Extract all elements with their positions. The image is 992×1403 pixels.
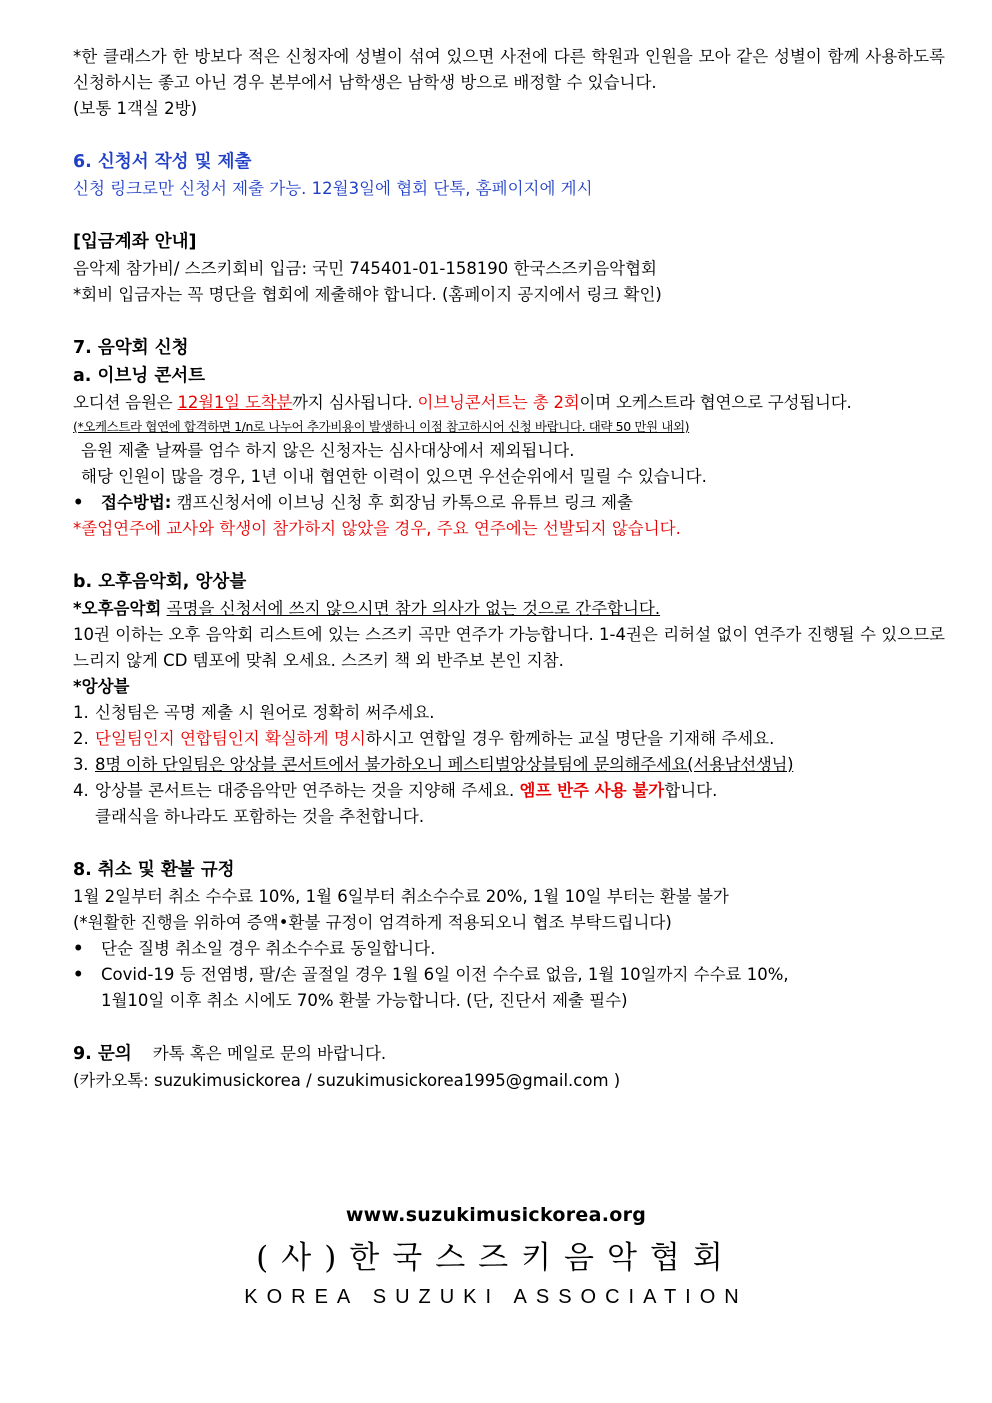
afternoon-paragraph: 10권 이하는 오후 음악회 리스트에 있는 스즈키 곡만 연주가 가능합니다. 1-4권은 리허설 없이 연주가 진행될 수 있으므로 느리지 않게 CD 템포에 맞춰 오세요. 스즈키 책 외 반주보 본인 지참. bbox=[73, 625, 945, 670]
refund-schedule: 1월 2일부터 취소 수수료 10%, 1월 6일부터 취소수수료 20%, 1월 10일 부터는 환불 불가 bbox=[73, 887, 729, 906]
afternoon-rule bbox=[73, 596, 945, 622]
evening-priority-rule: 해당 인원이 많을 경우, 1년 이내 협연한 이력이 있으면 우선순위에서 밀릴 수 있습니다. bbox=[81, 467, 707, 486]
evening-audition-pre: 오디션 음원은 bbox=[73, 393, 178, 412]
deposit-note: *회비 입금자는 꼭 명단을 협회에 제출해야 합니다. (홈페이지 공지에서 링크 확인) bbox=[73, 285, 662, 304]
afternoon-underline: 곡명을 신청서에 쓰지 않으시면 참가 의사가 없는 것으로 간주합니다. bbox=[166, 599, 661, 618]
evening-audition-mid: 까지 심사됩니다. bbox=[292, 393, 418, 412]
refund-bullet-2: • Covid-19 등 전염병, 팔/손 골절일 경우 1월 6일 이전 수수료 없음, 1월 10일까지 수수료 10%, 1월10일 이후 취소 시에도 70% 환불 가능합니다. (단, 진단서 제출 필수) bbox=[73, 962, 945, 1014]
orchestra-cost-note: (*오케스트라 협연에 합격하면 1/n로 나누어 추가비용이 발생하니 이점 참고하시어 신청 바랍니다. 대략 50 만원 내외) bbox=[73, 419, 690, 434]
refund-bullet-1: • 단순 질병 취소일 경우 취소수수료 동일합니다. bbox=[73, 936, 945, 962]
document-body bbox=[73, 44, 945, 1094]
deposit-account: 음악제 참가비/ 스즈키회비 입금: 국민 745401-01-158190 한국스즈키음악협회 bbox=[73, 259, 658, 278]
intro-note: (보통 1객실 2방) bbox=[73, 99, 198, 118]
submission-method bbox=[73, 490, 945, 516]
section-9 bbox=[73, 1040, 945, 1068]
ensemble-item-4: 4. 앙상블 콘서트는 대중음악만 연주하는 것을 지양해 주세요. 엠프 반주 사용 불가합니다. bbox=[73, 781, 718, 800]
ensemble-item-1: 1. 신청팀은 곡명 제출 시 원어로 정확히 써주세요. bbox=[73, 703, 435, 722]
ensemble-label: *앙상블 bbox=[73, 677, 130, 696]
section-6-title: 6. 신청서 작성 및 제출 bbox=[73, 152, 252, 172]
contact-info: (카카오톡: suzukimusickorea / suzukimusickorea1995@gmail.com ) bbox=[73, 1071, 621, 1090]
section-8-title: 8. 취소 및 환불 규정 bbox=[73, 860, 235, 880]
section-9-text: 카톡 혹은 메일로 문의 바랍니다. bbox=[152, 1044, 387, 1063]
footer-name-en: KOREA SUZUKI ASSOCIATION bbox=[244, 1286, 748, 1308]
intro-paragraph: *한 클래스가 한 방보다 적은 신청자에 성별이 섞여 있으면 사전에 다른 학원과 인원을 모아 같은 성별이 함께 사용하도록 신청하시는 좋고 아닌 경우 본부에서 남학생은 남학생 방으로 배정할 수 있습니다. bbox=[73, 47, 945, 92]
afternoon-label: *오후음악회 bbox=[73, 599, 162, 618]
section-7a-title: a. 이브닝 콘서트 bbox=[73, 366, 206, 386]
submission-method-label: 접수방법: bbox=[101, 493, 172, 512]
refund-note: (*원활한 진행을 위하여 증액•환불 규정이 엄격하게 적용되오니 협조 부탁드립니다) bbox=[73, 913, 672, 932]
ensemble-item-4-cont: 클래식을 하나라도 포함하는 것을 추천합니다. bbox=[95, 807, 425, 826]
evening-deadline-rule: 음원 제출 날짜를 엄수 하지 않은 신청자는 심사대상에서 제외됩니다. bbox=[81, 441, 575, 460]
section-6-body: 신청 링크로만 신청서 제출 가능. 12월3일에 협회 단톡, 홈페이지에 게시 bbox=[73, 179, 593, 198]
section-9-title: 9. 문의 bbox=[73, 1044, 132, 1064]
deposit-title: [입금계좌 안내] bbox=[73, 232, 197, 252]
evening-count: 이브닝콘서트는 총 2회 bbox=[417, 393, 580, 412]
section-7b-title: b. 오후음악회, 앙상블 bbox=[73, 572, 247, 592]
ensemble-item-3: 3. 8명 이하 단일팀은 앙상블 콘서트에서 불가하오니 페스티벌앙상블팀에 문의해주세요(서용남선생님) bbox=[73, 755, 794, 774]
section-7-title: 7. 음악회 신청 bbox=[73, 338, 189, 358]
footer-url: www.suzukimusickorea.org bbox=[345, 1204, 647, 1226]
evening-deadline: 12월1일 도착분 bbox=[177, 393, 293, 412]
evening-audition-post: 이며 오케스트라 협연으로 구성됩니다. bbox=[579, 393, 852, 412]
graduation-warning: *졸업연주에 교사와 학생이 참가하지 않았을 경우, 주요 연주에는 선발되지 않습니다. bbox=[73, 519, 681, 538]
submission-method-text: 캠프신청서에 이브닝 신청 후 회장님 카톡으로 유튜브 링크 제출 bbox=[171, 493, 633, 512]
ensemble-item-2: 2. 단일팀인지 연합팀인지 확실하게 명시하시고 연합일 경우 함께하는 교실 명단을 기재해 주세요. bbox=[73, 729, 775, 748]
evening-audition-line bbox=[73, 390, 945, 416]
footer-name-kr: (사)한국스즈키음악협회 bbox=[256, 1240, 736, 1276]
